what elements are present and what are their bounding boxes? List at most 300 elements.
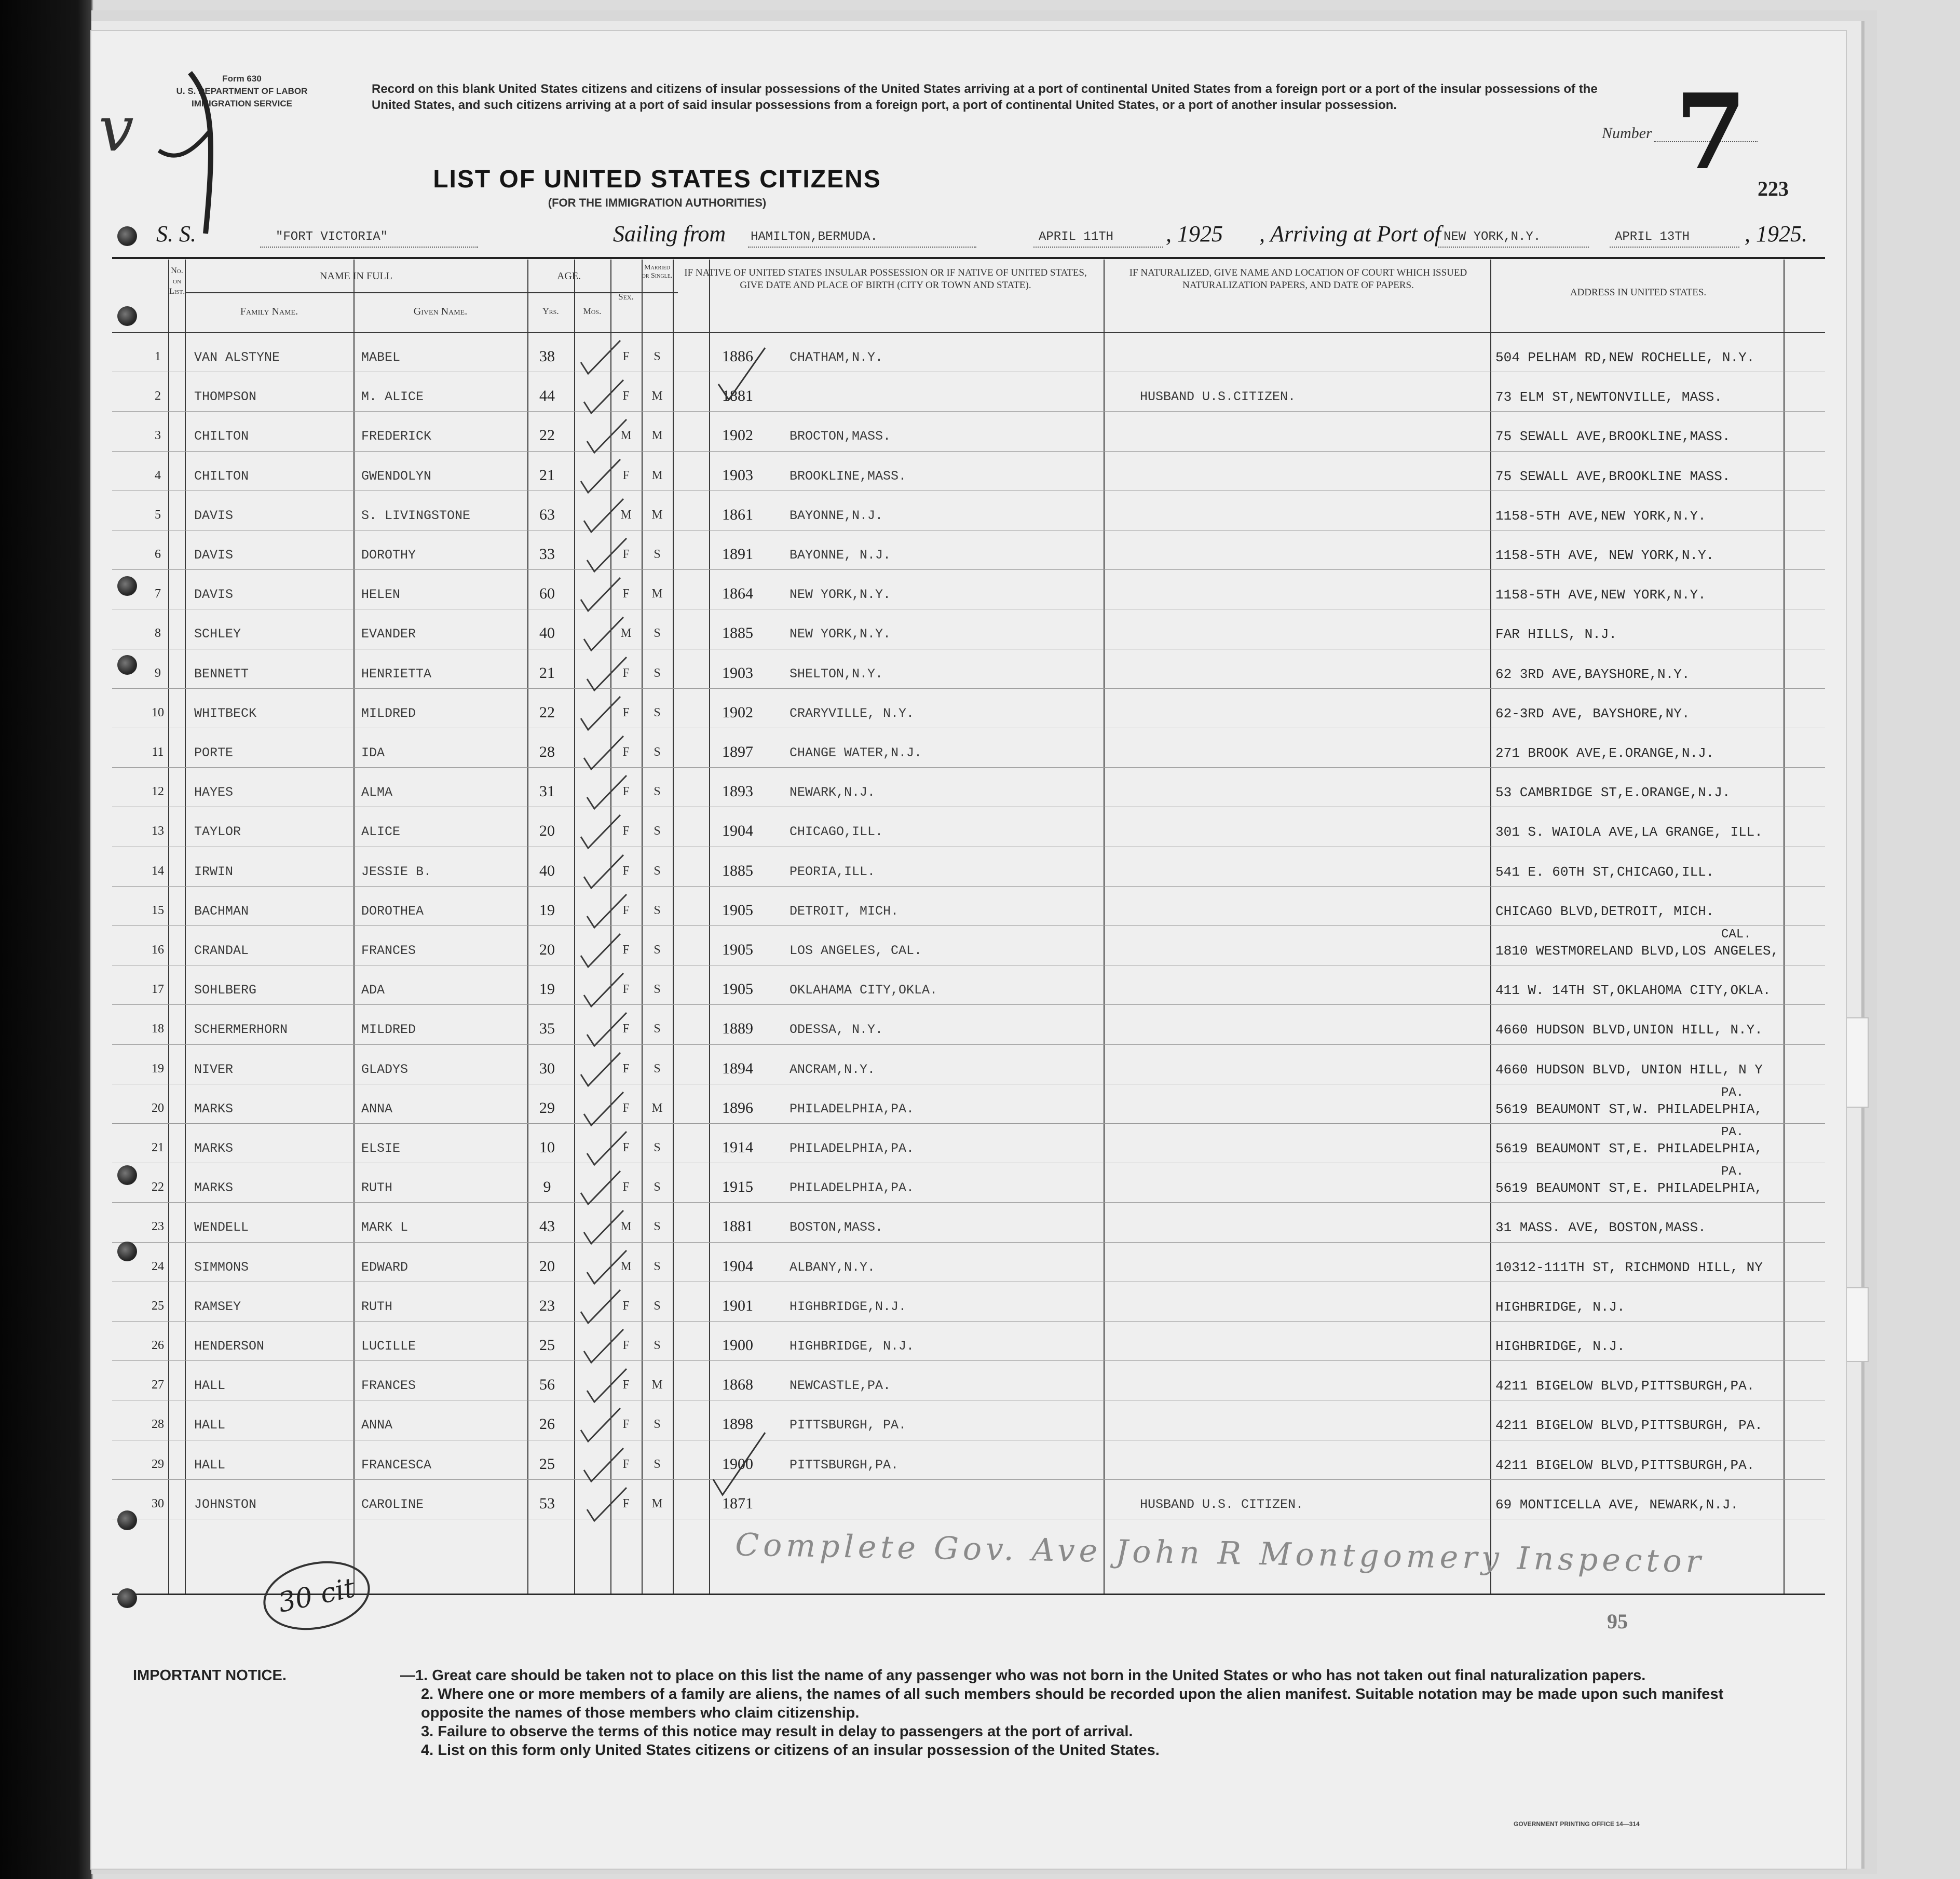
- birth-place: BROOKLINE,MASS.: [790, 468, 907, 484]
- family-name: CHILTON: [194, 468, 249, 484]
- given-name: GLADYS: [361, 1061, 409, 1077]
- age-years: 40: [539, 624, 555, 642]
- family-name: SCHERMERHORN: [194, 1022, 288, 1038]
- address: HIGHBRIDGE, N.J.: [1495, 1299, 1625, 1315]
- birth-year: 1905: [722, 901, 753, 919]
- marital-status: S: [654, 1339, 661, 1352]
- address: 1810 WESTMORELAND BLVD,LOS ANGELES,: [1495, 943, 1779, 959]
- age-years: 25: [539, 1455, 555, 1473]
- table-row: [112, 847, 1825, 886]
- age-years: 33: [539, 546, 555, 563]
- citizen-count: 30 cit: [257, 1552, 376, 1639]
- birth-year: 1868: [722, 1376, 753, 1394]
- marital-status: S: [654, 1180, 661, 1194]
- form-number: Form 630: [222, 74, 262, 84]
- family-name: RAMSEY: [194, 1299, 241, 1314]
- row-number: 30: [152, 1496, 164, 1510]
- address: 73 ELM ST,NEWTONVILLE, MASS.: [1495, 389, 1722, 405]
- age-years: 30: [539, 1059, 555, 1077]
- birth-place: SHELTON,N.Y.: [790, 666, 883, 682]
- sex: F: [622, 587, 630, 601]
- printer-credit: GOVERNMENT PRINTING OFFICE 14—314: [1514, 1820, 1640, 1828]
- row-number: 18: [152, 1022, 164, 1036]
- sex: F: [622, 1339, 630, 1352]
- birth-year: 1864: [722, 585, 753, 603]
- row-number: 23: [152, 1220, 164, 1234]
- table-row: [112, 767, 1825, 807]
- family-name: TAYLOR: [194, 824, 241, 840]
- marital-status: S: [654, 864, 661, 878]
- birth-year: 1893: [722, 783, 753, 800]
- row-number: 19: [152, 1061, 164, 1075]
- birth-place: PHILADELPHIA,PA.: [790, 1141, 915, 1156]
- family-name: HALL: [194, 1378, 226, 1394]
- address: 75 SEWALL AVE,BROOKLINE MASS.: [1495, 468, 1731, 484]
- given-name: ANNA: [361, 1418, 393, 1433]
- address: 62 3RD AVE,BAYSHORE,N.Y.: [1495, 666, 1690, 682]
- row-number: 11: [152, 745, 164, 759]
- given-name: ANNA: [361, 1101, 393, 1116]
- table-row: [112, 1084, 1825, 1123]
- passenger-table: [112, 260, 1825, 1595]
- row-number: 24: [152, 1259, 164, 1273]
- age-years: 38: [539, 348, 555, 365]
- age-years: 25: [539, 1337, 555, 1354]
- given-name: HENRIETTA: [361, 666, 432, 682]
- address: 10312-111TH ST, RICHMOND HILL, NY: [1495, 1259, 1763, 1275]
- birth-place: CHICAGO,ILL.: [790, 824, 883, 840]
- row-number: 13: [152, 824, 164, 838]
- given-name: JESSIE B.: [361, 864, 432, 879]
- age-years: 29: [539, 1099, 555, 1116]
- given-name: HELEN: [361, 587, 401, 603]
- page-number: 223: [1758, 177, 1789, 200]
- row-number: 14: [152, 864, 164, 878]
- birth-place: BOSTON,MASS.: [790, 1220, 883, 1235]
- birth-year: 1891: [722, 546, 753, 563]
- birth-year: 1902: [722, 427, 753, 444]
- birth-year: 1871: [722, 1494, 753, 1512]
- row-number: 8: [155, 627, 161, 641]
- birth-year: 1881: [722, 1218, 753, 1235]
- birth-year: 1901: [722, 1297, 753, 1314]
- family-name: SOHLBERG: [194, 983, 257, 998]
- voyage-line: [156, 215, 1841, 252]
- sex: F: [622, 824, 630, 838]
- sex: F: [622, 468, 630, 482]
- binder-hole: [117, 1510, 137, 1530]
- birth-place: PHILADELPHIA,PA.: [790, 1101, 915, 1116]
- table-row: [112, 807, 1825, 846]
- birth-year: 1897: [722, 743, 753, 760]
- table-row: [112, 1242, 1825, 1282]
- table-row: [112, 1360, 1825, 1400]
- check-mark: [583, 1485, 630, 1526]
- address-state: CAL.: [1721, 928, 1751, 942]
- family-name: SCHLEY: [194, 627, 241, 642]
- sex: F: [622, 705, 630, 719]
- birth-year: 1905: [722, 981, 753, 998]
- address: 1158-5TH AVE,NEW YORK,N.Y.: [1495, 508, 1706, 524]
- number-label: Number: [1602, 125, 1652, 142]
- marital-status: M: [651, 429, 663, 443]
- sex: F: [622, 1457, 630, 1471]
- binder-hole: [117, 1242, 137, 1261]
- age-years: 40: [539, 862, 555, 879]
- marital-status: S: [654, 548, 661, 561]
- birth-year: 1861: [722, 506, 753, 523]
- age-years: 26: [539, 1415, 555, 1433]
- marital-status: S: [654, 627, 661, 641]
- marital-status: M: [651, 1496, 663, 1510]
- family-name: MARKS: [194, 1141, 234, 1156]
- family-name: HENDERSON: [194, 1339, 265, 1354]
- given-name: ELSIE: [361, 1141, 401, 1156]
- row-number: 21: [152, 1141, 164, 1154]
- table-row: [112, 569, 1825, 609]
- birth-year: 1894: [722, 1059, 753, 1077]
- table-row: [112, 1163, 1825, 1202]
- header-mos: Mos.: [583, 306, 602, 316]
- row-number: 2: [155, 389, 161, 403]
- table-row: [112, 609, 1825, 648]
- age-years: 53: [539, 1494, 555, 1512]
- birth-year: 1904: [722, 1257, 753, 1275]
- arriving-label: , Arriving at Port of: [1259, 221, 1441, 247]
- row-number: 12: [152, 785, 164, 799]
- sex: M: [620, 508, 632, 522]
- birth-place: PHILADELPHIA,PA.: [790, 1180, 915, 1196]
- birth-year: 1900: [722, 1337, 753, 1354]
- marital-status: S: [654, 903, 661, 917]
- birth-place: NEWCASTLE,PA.: [790, 1378, 891, 1394]
- sex: F: [622, 983, 630, 997]
- ss-label: S. S.: [156, 221, 196, 247]
- birth-year: 1881: [722, 387, 753, 405]
- binder-hole: [117, 306, 137, 326]
- family-name: HALL: [194, 1457, 226, 1473]
- header-name-in-full: NAME IN FULL: [320, 270, 392, 282]
- margin-note: v: [99, 93, 134, 166]
- row-number: 3: [155, 429, 161, 443]
- row-number: 5: [155, 508, 161, 522]
- age-years: 22: [539, 703, 555, 721]
- address: 4211 BIGELOW BLVD,PITTSBURGH,PA.: [1495, 1378, 1755, 1394]
- binder-hole: [117, 1588, 137, 1608]
- header-birth: IF NATIVE OF UNITED STATES INSULAR POSSESSION OR IF NATIVE OF UNITED STATES, GIVE DATE AND PLACE OF BIRTH (CITY OR TOWN AND STATE).: [684, 267, 1087, 291]
- birth-year: 1904: [722, 822, 753, 840]
- sex: F: [622, 1141, 630, 1154]
- birth-year: 1905: [722, 941, 753, 958]
- notice-item-1: —1. Great care should be taken not to place on this list the name of any passenger who was not born in the United States or who has not taken out final naturalization papers.: [400, 1667, 1646, 1684]
- given-name: DOROTHEA: [361, 903, 424, 919]
- header-naturalization: IF NATURALIZED, GIVE NAME AND LOCATION OF COURT WHICH ISSUED NATURALIZATION PAPERS, AND DATE OF PAPERS.: [1129, 267, 1467, 291]
- birth-place: ALBANY,N.Y.: [790, 1259, 876, 1275]
- age-years: 21: [539, 664, 555, 682]
- table-row: [112, 965, 1825, 1004]
- given-name: DOROTHY: [361, 548, 416, 563]
- family-name: JOHNSTON: [194, 1496, 257, 1512]
- row-number: 25: [152, 1299, 164, 1313]
- age-years: 35: [539, 1020, 555, 1038]
- birth-place: NEW YORK,N.Y.: [790, 587, 891, 603]
- given-name: LUCILLE: [361, 1339, 416, 1354]
- age-years: 20: [539, 1257, 555, 1275]
- age-years: 23: [539, 1297, 555, 1314]
- marital-status: M: [651, 1378, 663, 1392]
- birth-place: CHATHAM,N.Y.: [790, 350, 883, 365]
- header-sex: Sex.: [618, 292, 634, 302]
- sex: F: [622, 1180, 630, 1194]
- row-number: 20: [152, 1101, 164, 1115]
- address: 62-3RD AVE, BAYSHORE,NY.: [1495, 705, 1690, 721]
- naturalization: HUSBAND U.S. CITIZEN.: [1140, 1496, 1304, 1512]
- age-years: 20: [539, 941, 555, 958]
- marital-status: S: [654, 983, 661, 997]
- birth-year: 1885: [722, 862, 753, 879]
- marital-status: S: [654, 824, 661, 838]
- marital-status: S: [654, 1259, 661, 1273]
- table-row: [112, 688, 1825, 728]
- notice-item-4: 4. List on this form only United States citizens or citizens of an insular possession of the United States.: [421, 1742, 1160, 1759]
- header-no: No. on List.: [169, 266, 185, 296]
- marital-status: S: [654, 943, 661, 957]
- binder-hole: [117, 576, 137, 596]
- birth-place: DETROIT, MICH.: [790, 903, 899, 919]
- address-state: PA.: [1721, 1085, 1744, 1100]
- given-name: ADA: [361, 983, 385, 998]
- age-years: 20: [539, 822, 555, 840]
- binder-hole: [117, 226, 137, 246]
- birth-year: 1889: [722, 1020, 753, 1038]
- table-top-rule: [112, 257, 1825, 259]
- table-row: [112, 1202, 1825, 1242]
- marital-status: M: [651, 508, 663, 522]
- notice-heading: IMPORTANT NOTICE.: [133, 1667, 287, 1684]
- birth-place: BAYONNE, N.J.: [790, 548, 891, 563]
- birth-year: 1896: [722, 1099, 753, 1116]
- sex: F: [622, 389, 630, 403]
- page-subtitle: (FOR THE IMMIGRATION AUTHORITIES): [548, 196, 767, 209]
- row-number: 29: [152, 1457, 164, 1471]
- sex: F: [622, 666, 630, 680]
- sex: F: [622, 1496, 630, 1510]
- sex: F: [622, 864, 630, 878]
- family-name: WENDELL: [194, 1220, 249, 1235]
- margin-check-mark: [112, 67, 237, 239]
- family-name: BACHMAN: [194, 903, 249, 919]
- service: IMMIGRATION SERVICE: [192, 99, 292, 108]
- table-row: [112, 1282, 1825, 1321]
- age-years: 56: [539, 1376, 555, 1394]
- address: HIGHBRIDGE, N.J.: [1495, 1339, 1625, 1354]
- table-row: [112, 1321, 1825, 1360]
- marital-status: S: [654, 1418, 661, 1432]
- birth-place: PITTSBURGH, PA.: [790, 1418, 907, 1433]
- header-address: ADDRESS IN UNITED STATES.: [1570, 287, 1707, 298]
- binder-hole: [117, 655, 137, 675]
- sex: M: [620, 627, 632, 641]
- table-row: [112, 332, 1825, 372]
- family-name: DAVIS: [194, 548, 234, 563]
- address: 4211 BIGELOW BLVD,PITTSBURGH,PA.: [1495, 1457, 1755, 1473]
- sex: F: [622, 1378, 630, 1392]
- row-number: 1: [155, 350, 161, 363]
- birth-place: PEORIA,ILL.: [790, 864, 876, 879]
- marital-status: M: [651, 1101, 663, 1115]
- sex: F: [622, 903, 630, 917]
- birth-year: 1903: [722, 664, 753, 682]
- sex: F: [622, 1299, 630, 1313]
- age-years: 63: [539, 506, 555, 523]
- row-number: 9: [155, 666, 161, 680]
- marital-status: S: [654, 666, 661, 680]
- arrival-date: APRIL 13TH: [1615, 230, 1690, 244]
- marital-status: M: [651, 389, 663, 403]
- age-years: 19: [539, 981, 555, 998]
- instructions: Record on this blank United States citizens and citizens of insular possessions of the United States arriving at a port of continental United States from a foreign port or a port of the insular possessions of the United States, and such citizens arriving at a port of said insular possessions from a foreign port, a port of continental United States, or a port of another insular possession.: [372, 82, 1598, 112]
- table-row: [112, 1479, 1825, 1519]
- family-name: HAYES: [194, 785, 234, 800]
- header-yrs: Yrs.: [542, 306, 559, 316]
- address: 5619 BEAUMONT ST,E. PHILADELPHIA,: [1495, 1180, 1763, 1196]
- row-number: 26: [152, 1339, 164, 1352]
- age-years: 31: [539, 783, 555, 800]
- age-years: 43: [539, 1218, 555, 1235]
- sex: F: [622, 1418, 630, 1432]
- marital-status: M: [651, 468, 663, 482]
- sex: F: [622, 943, 630, 957]
- marital-status: M: [651, 587, 663, 601]
- given-name: ALICE: [361, 824, 401, 840]
- manifest-page: [91, 31, 1846, 1869]
- birth-year: 1900: [722, 1455, 753, 1473]
- birth-place: HIGHBRIDGE, N.J.: [790, 1339, 915, 1354]
- given-name: MILDRED: [361, 1022, 416, 1038]
- given-name: MABEL: [361, 350, 401, 365]
- address: 4660 HUDSON BLVD,UNION HILL, N.Y.: [1495, 1022, 1763, 1038]
- sex: F: [622, 1101, 630, 1115]
- family-name: IRWIN: [194, 864, 234, 879]
- address: 5619 BEAUMONT ST,W. PHILADELPHIA,: [1495, 1101, 1763, 1117]
- birth-place: OKLAHAMA CITY,OKLA.: [790, 983, 938, 998]
- family-name: NIVER: [194, 1061, 234, 1077]
- birth-place: HIGHBRIDGE,N.J.: [790, 1299, 907, 1314]
- table-row: [112, 649, 1825, 688]
- given-name: RUTH: [361, 1180, 393, 1196]
- table-row: [112, 491, 1825, 530]
- given-name: MILDRED: [361, 705, 416, 721]
- notice-item-2: 2. Where one or more members of a family are aliens, the names of all such members should be recorded upon the alien manifest. Suitable notation may be made upon such manifest opposite the names of those members who claim citizenship.: [421, 1686, 1724, 1721]
- given-name: ALMA: [361, 785, 393, 800]
- address: 541 E. 60TH ST,CHICAGO,ILL.: [1495, 864, 1714, 880]
- sex: F: [622, 785, 630, 799]
- marital-status: S: [654, 705, 661, 719]
- age-years: 19: [539, 901, 555, 919]
- address: 1158-5TH AVE,NEW YORK,N.Y.: [1495, 587, 1706, 603]
- birth-place: ANCRAM,N.Y.: [790, 1061, 876, 1077]
- family-name: SIMMONS: [194, 1259, 249, 1275]
- marital-status: S: [654, 745, 661, 759]
- sex: F: [622, 745, 630, 759]
- row-number: 15: [152, 903, 164, 917]
- address: 301 S. WAIOLA AVE,LA GRANGE, ILL.: [1495, 824, 1763, 840]
- sail-date: APRIL 11TH: [1039, 230, 1114, 244]
- birth-year: 1903: [722, 466, 753, 484]
- table-row: [112, 728, 1825, 767]
- address-state: PA.: [1721, 1125, 1744, 1139]
- sail-year: , 1925: [1166, 221, 1223, 247]
- family-name: DAVIS: [194, 587, 234, 603]
- sex: M: [620, 1220, 632, 1234]
- given-name: CAROLINE: [361, 1496, 424, 1512]
- address: 4211 BIGELOW BLVD,PITTSBURGH, PA.: [1495, 1418, 1763, 1434]
- birth-year: 1914: [722, 1139, 753, 1156]
- department: U. S. DEPARTMENT OF LABOR: [176, 86, 308, 96]
- family-name: PORTE: [194, 745, 234, 760]
- marital-status: S: [654, 1022, 661, 1036]
- given-name: FRANCES: [361, 1378, 416, 1394]
- header-age: AGE.: [556, 270, 581, 282]
- marital-status: S: [654, 1457, 661, 1471]
- row-number: 4: [155, 468, 161, 482]
- given-name: FRANCES: [361, 943, 416, 958]
- row-number: 22: [152, 1180, 164, 1194]
- table-row: [112, 530, 1825, 569]
- marital-status: S: [654, 1220, 661, 1234]
- row-number: 7: [155, 587, 161, 601]
- address: 1158-5TH AVE, NEW YORK,N.Y.: [1495, 548, 1714, 563]
- age-years: 9: [543, 1178, 551, 1196]
- table-row: [112, 1400, 1825, 1439]
- table-row: [112, 1123, 1825, 1163]
- age-years: 22: [539, 427, 555, 444]
- marital-status: S: [654, 1061, 661, 1075]
- birth-place: LOS ANGELES, CAL.: [790, 943, 922, 958]
- address: 31 MASS. AVE, BOSTON,MASS.: [1495, 1220, 1706, 1236]
- marital-status: S: [654, 1141, 661, 1154]
- age-years: 44: [539, 387, 555, 405]
- table-row: [112, 1044, 1825, 1084]
- marital-status: S: [654, 785, 661, 799]
- sex: F: [622, 1061, 630, 1075]
- address: 4660 HUDSON BLVD, UNION HILL, N Y: [1495, 1061, 1763, 1078]
- stamp-number: 95: [1607, 1610, 1628, 1633]
- row-number: 28: [152, 1418, 164, 1432]
- birth-place: NEW YORK,N.Y.: [790, 627, 891, 642]
- address: 53 CAMBRIDGE ST,E.ORANGE,N.J.: [1495, 785, 1731, 801]
- from-port: HAMILTON,BERMUDA.: [751, 230, 878, 244]
- given-name: S. LIVINGSTONE: [361, 508, 471, 523]
- given-name: M. ALICE: [361, 389, 424, 405]
- family-name: VAN ALSTYNE: [194, 350, 280, 365]
- birth-place: NEWARK,N.J.: [790, 785, 876, 800]
- binder-hole: [117, 1165, 137, 1185]
- birth-place: CRARYVILLE, N.Y.: [790, 705, 915, 721]
- list-number: 7: [1675, 71, 1747, 193]
- row-number: 17: [152, 983, 164, 997]
- address: 75 SEWALL AVE,BROOKLINE,MASS.: [1495, 429, 1731, 445]
- header-married-single: Married or Single.: [642, 264, 673, 280]
- sex: F: [622, 350, 630, 363]
- given-name: EVANDER: [361, 627, 416, 642]
- family-name: BENNETT: [194, 666, 249, 682]
- given-name: FREDERICK: [361, 429, 432, 444]
- row-number: 6: [155, 548, 161, 561]
- page-title: LIST OF UNITED STATES CITIZENS: [433, 166, 881, 193]
- table-row: [112, 411, 1825, 451]
- inspector-signature: Complete Gov. Ave John R Montgomery Inspector: [734, 1527, 1705, 1580]
